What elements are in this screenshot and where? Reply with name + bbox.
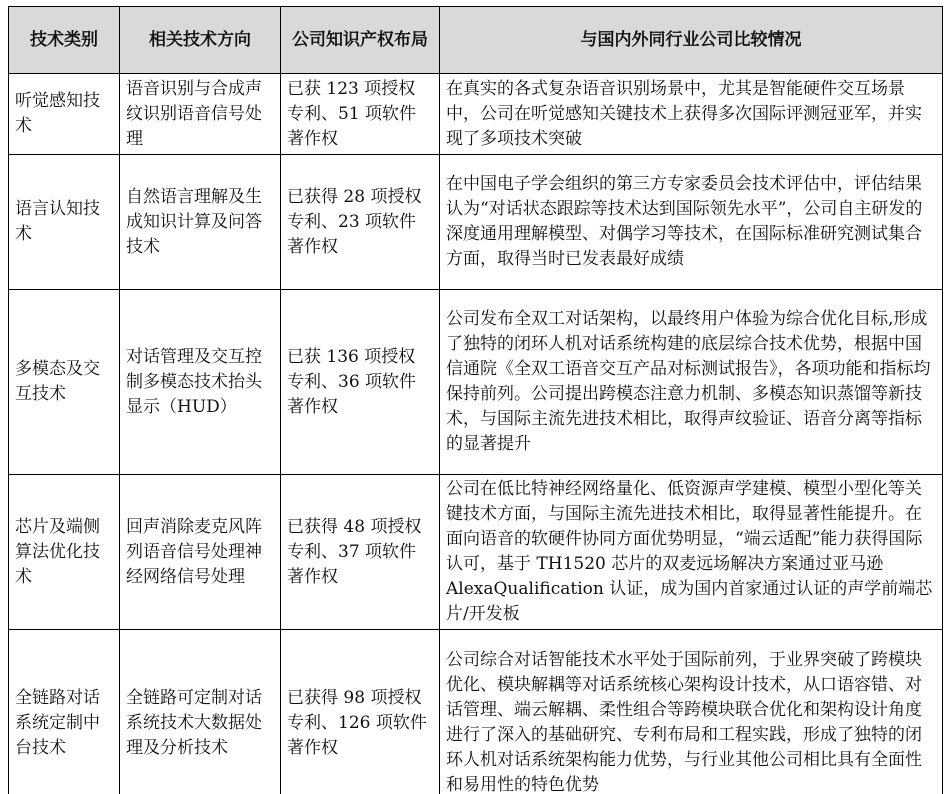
cell-comparison: 公司发布全双工对话架构，以最终用户体验为综合优化目标,形成了独特的闭环人机对话系统构建的底层综合技术优势，根据中国信通院《全双工语音交互产品对标测试报告》，各项功能和指标均保持前列。公司提出跨模态注意力机制、多模态知识蒸馏等新技术，与国际主流先进技术相比，取得声纹验证、语音分离等指标的显著提升	[440, 290, 943, 475]
cell-direction: 回声消除麦克风阵列语音信号处理神经网络信号处理	[120, 475, 281, 630]
cell-direction: 对话管理及交互控制多模态技术抬头显示（HUD）	[120, 290, 281, 475]
cell-category: 多模态及交互技术	[9, 290, 120, 475]
table-body	[9, 74, 943, 794]
table-row	[9, 74, 943, 155]
table-row	[9, 475, 943, 630]
cell-ip-layout: 已获得 98 项授权专利、126 项软件著作权	[281, 630, 440, 794]
cell-category: 听觉感知技术	[9, 74, 120, 155]
header-row	[9, 7, 943, 74]
cell-category: 全链路对话系统定制中台技术	[9, 630, 120, 794]
cell-comparison: 公司综合对话智能技术水平处于国际前列，于业界突破了跨模块优化、模块解耦等对话系统核心架构设计技术，从口语容错、对话管理、端云解耦、柔性组合等跨模块联合优化和架构设计角度进行了深入的基础研究、专利布局和工程实践，形成了独特的闭环人机对话系统架构能力优势，与行业其他公司相比具有全面性和易用性的特色优势	[440, 630, 943, 794]
cell-ip-layout: 已获 123 项授权专利、51 项软件著作权	[281, 74, 440, 155]
cell-category: 芯片及端侧算法优化技术	[9, 475, 120, 630]
cell-comparison: 在真实的各式复杂语音识别场景中，尤其是智能硬件交互场景中，公司在听觉感知关键技术上获得多次国际评测冠亚军，并实现了多项技术突破	[440, 74, 943, 155]
table-row	[9, 290, 943, 475]
header-comparison: 与国内外同行业公司比较情况	[440, 7, 943, 74]
table-header	[9, 7, 943, 74]
header-category: 技术类别	[9, 7, 120, 74]
technology-comparison-table	[8, 6, 943, 794]
cell-ip-layout: 已获得 48 项授权专利、37 项软件著作权	[281, 475, 440, 630]
table-row	[9, 155, 943, 290]
cell-comparison: 在中国电子学会组织的第三方专家委员会技术评估中，评估结果认为“对话状态跟踪等技术达到国际领先水平”，公司自主研发的深度通用理解模型、对偶学习等技术，在国际标准研究测试集合方面，取得当时已发表最好成绩	[440, 155, 943, 290]
cell-ip-layout: 已获得 28 项授权专利、23 项软件著作权	[281, 155, 440, 290]
cell-direction: 自然语言理解及生成知识计算及问答技术	[120, 155, 281, 290]
table-row	[9, 630, 943, 794]
header-ip-layout: 公司知识产权布局	[281, 7, 440, 74]
cell-comparison: 公司在低比特神经网络量化、低资源声学建模、模型小型化等关键技术方面，与国际主流先进技术相比，取得显著性能提升。在面向语音的软硬件协同方面优势明显，“端云适配”能力获得国际认可，基于 TH1520 芯片的双麦远场解决方案通过亚马逊 AlexaQualification 认证，成为国内首家通过认证的声学前端芯片/开发板	[440, 475, 943, 630]
cell-direction: 语音识别与合成声纹识别语音信号处理	[120, 74, 281, 155]
cell-ip-layout: 已获 136 项授权专利、36 项软件著作权	[281, 290, 440, 475]
cell-direction: 全链路可定制对话系统技术大数据处理及分析技术	[120, 630, 281, 794]
cell-category: 语言认知技术	[9, 155, 120, 290]
header-direction: 相关技术方向	[120, 7, 281, 74]
